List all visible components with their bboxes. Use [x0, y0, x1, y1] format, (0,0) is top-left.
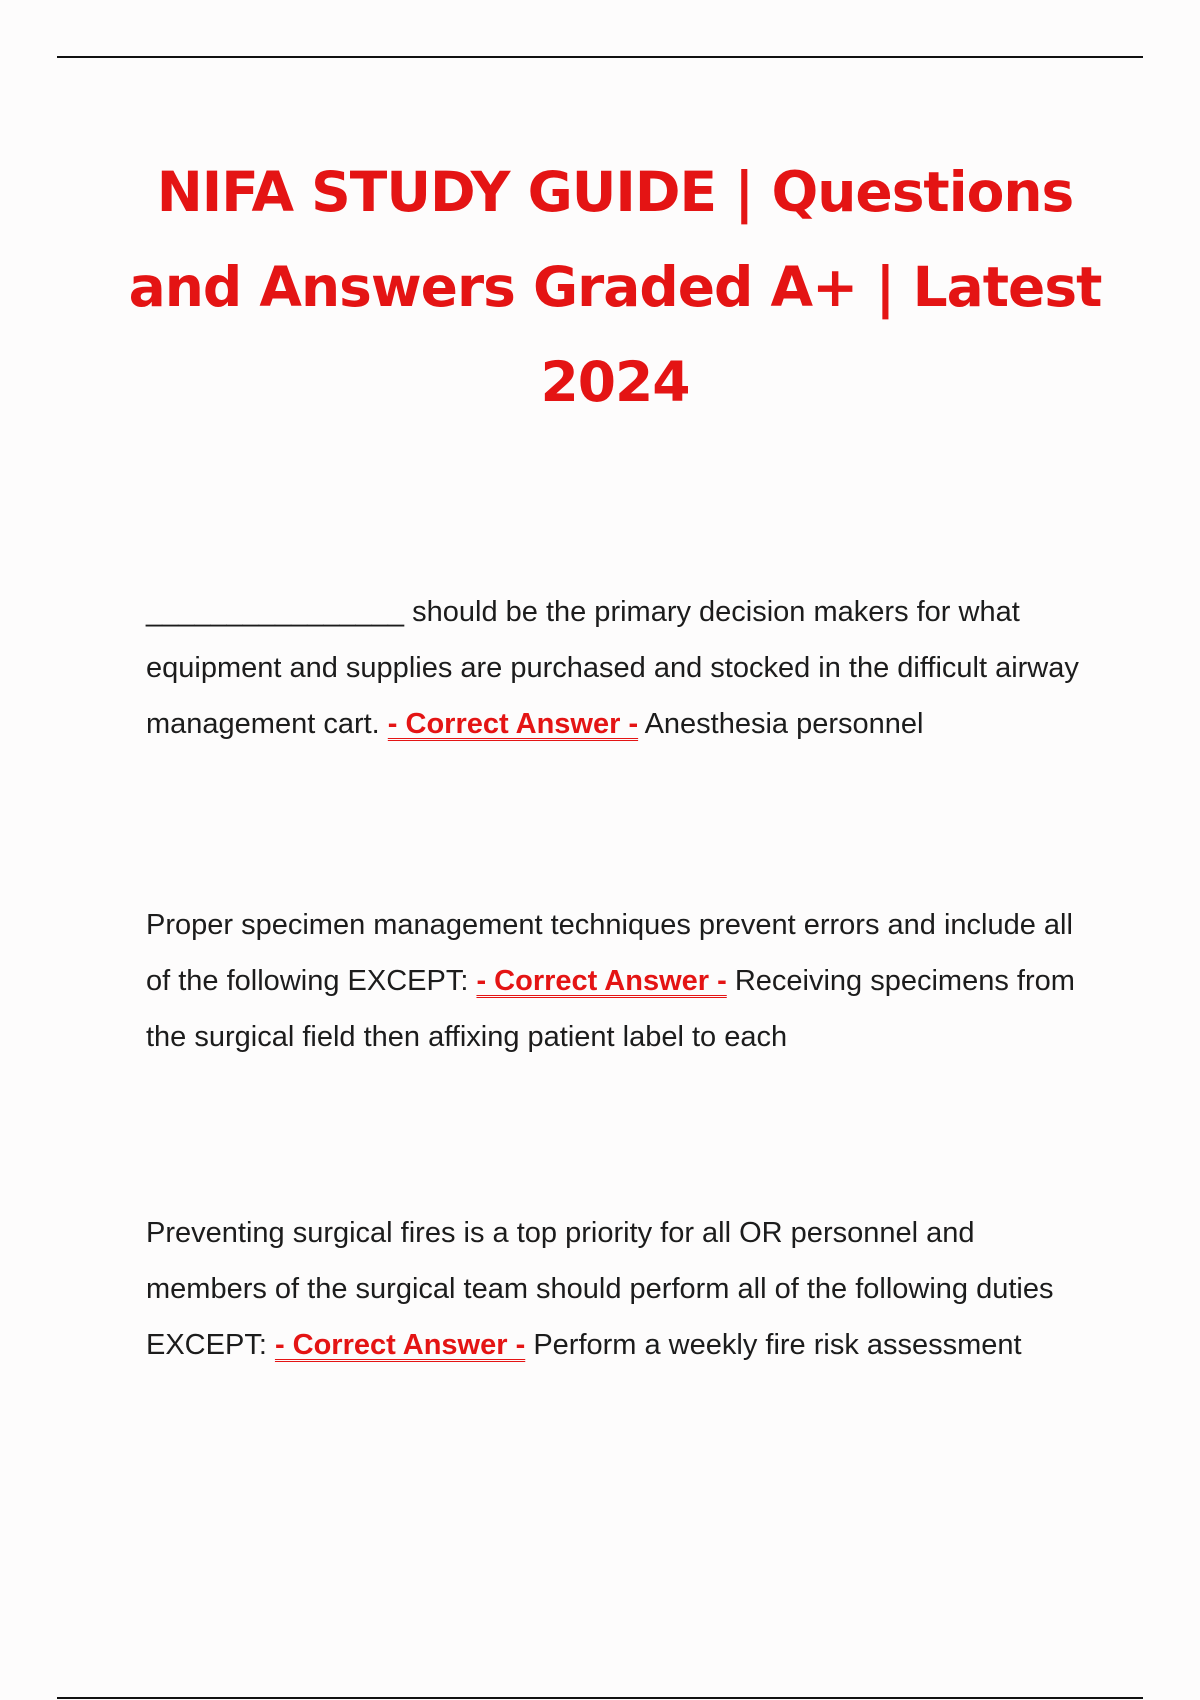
correct-answer-marker: - Correct Answer -	[476, 965, 727, 997]
answer-text: Receiving specimens from the surgical field then affixing patient label to each	[146, 965, 1075, 1053]
bottom-rule	[57, 1697, 1143, 1699]
qa-item-1	[146, 584, 1086, 752]
qa-item-2	[146, 897, 1086, 1065]
question-text: ________________ should be the primary decision makers for what equipment and supplies are purchased and stocked in the difficult airway management cart.	[146, 596, 1079, 740]
answer-text: Anesthesia personnel	[644, 708, 924, 740]
answer-text: Perform a weekly fire risk assessment	[533, 1329, 1022, 1361]
document-title: NIFA STUDY GUIDE | Questions and Answers Graded A+ | Latest 2024	[128, 160, 1102, 414]
correct-answer-marker: - Correct Answer -	[274, 1329, 526, 1361]
qa-item-3	[146, 1205, 1086, 1373]
question-text: Proper specimen management techniques prevent errors and include all of the following EXCEPT:	[146, 909, 1073, 997]
question-text: Preventing surgical fires is a top priority for all OR personnel and members of the surgical team should perform all of the following duties EXCEPT:	[146, 1217, 1054, 1361]
top-rule	[57, 56, 1143, 58]
correct-answer-marker: - Correct Answer -	[387, 708, 639, 740]
